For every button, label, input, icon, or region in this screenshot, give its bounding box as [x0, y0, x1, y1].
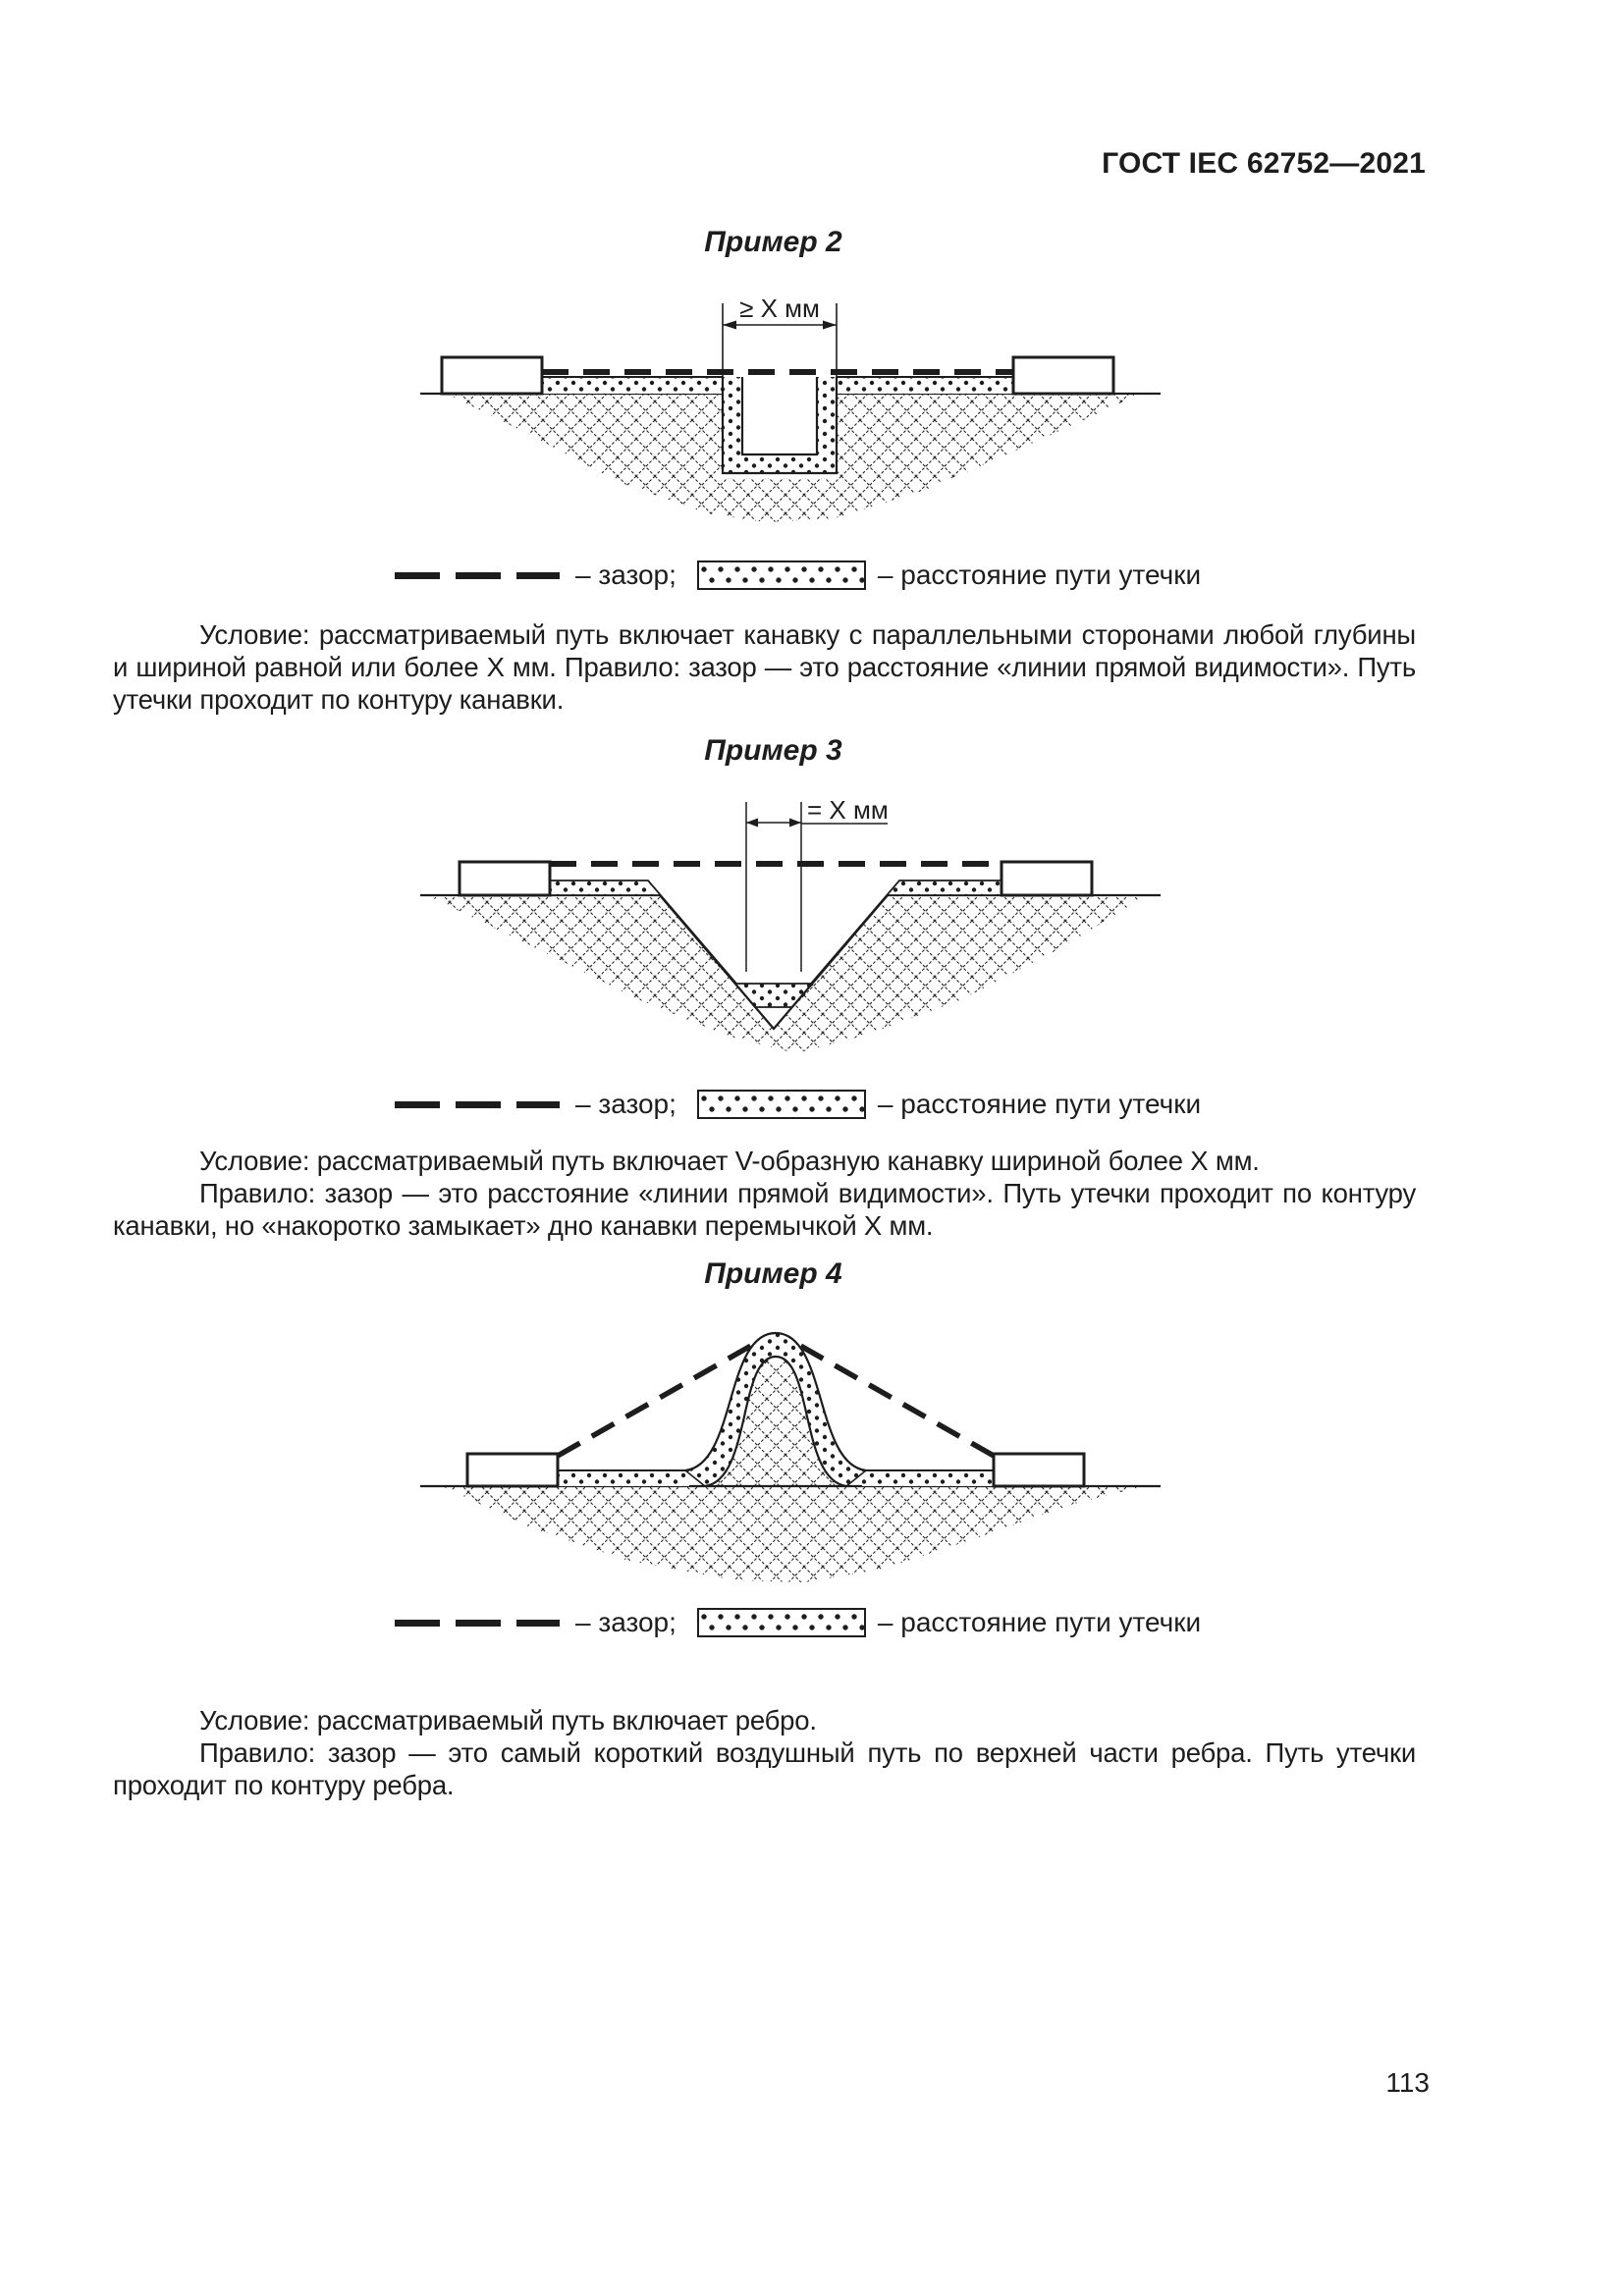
- clearance-legend-label: – зазор;: [575, 1089, 677, 1119]
- example2-text: [113, 618, 1416, 716]
- example2-diagram: [412, 290, 1168, 540]
- clearance-dash-sample: [395, 1620, 560, 1627]
- dimension-label: = X мм: [807, 795, 889, 825]
- example2-title: Пример 2: [704, 226, 842, 258]
- legend-row: [395, 1607, 1201, 1638]
- creepage-legend-label: – расстояние пути утечки: [877, 1089, 1202, 1119]
- electrode-left: [442, 357, 542, 394]
- creepage-band: [558, 1470, 689, 1486]
- example3-text: [113, 1145, 1416, 1242]
- example4-diagram: [412, 1306, 1168, 1600]
- clearance-dash-sample: [395, 572, 560, 579]
- creepage-sample-box: [697, 561, 866, 590]
- clearance-dash-sample: [395, 1101, 560, 1108]
- electrode-right: [994, 1454, 1084, 1486]
- creepage-legend-label: – расстояние пути утечки: [877, 560, 1202, 590]
- example3-rule: Правило: зазор — это расстояние «линии прямой видимости». Путь утечки проходит по контуру канавки, но «накоротко замыкает» дно канавки перемычкой X мм.: [113, 1178, 1416, 1241]
- legend-row: [395, 1089, 1201, 1120]
- page-header: ГОСТ IEC 62752—2021: [1102, 147, 1426, 180]
- legend-row: [395, 560, 1201, 591]
- material-hatch: [442, 1486, 1144, 1582]
- dimension-label: ≥ X мм: [739, 294, 820, 323]
- creepage-sample-box: [697, 1608, 866, 1637]
- electrode-right: [1013, 357, 1113, 394]
- creepage-legend-label: – расстояние пути утечки: [877, 1607, 1202, 1637]
- example4-text: [113, 1704, 1416, 1801]
- clearance-legend-label: – зазор;: [575, 560, 677, 590]
- clearance-legend-label: – зазор;: [575, 1607, 677, 1637]
- example3-title: Пример 3: [704, 734, 842, 767]
- example4-rule: Правило: зазор — это самый короткий воздушный путь по верхней части ребра. Путь утечки проходит по контуру ребра.: [113, 1737, 1416, 1800]
- example3-diagram: [412, 790, 1168, 1065]
- page-number: 113: [1385, 2067, 1430, 2098]
- creepage-sample-box: [697, 1090, 866, 1119]
- example3-condition: Условие: рассматриваемый путь включает V-образную канавку шириной более X мм.: [199, 1146, 1260, 1176]
- creepage-band: [542, 377, 723, 394]
- example2-condition: Условие: рассматриваемый путь включает канавку с параллельными сторонами любой глубины и шириной равной или более X мм. Правило: зазор — это расстояние «линии прямой видимости». Путь утечки проходит по контуру канавки.: [113, 619, 1416, 715]
- example4-title: Пример 4: [704, 1257, 842, 1290]
- electrode-left: [467, 1454, 558, 1486]
- example4-condition: Условие: рассматриваемый путь включает ребро.: [199, 1705, 817, 1735]
- electrode-left: [460, 862, 550, 895]
- electrode-right: [1001, 862, 1092, 895]
